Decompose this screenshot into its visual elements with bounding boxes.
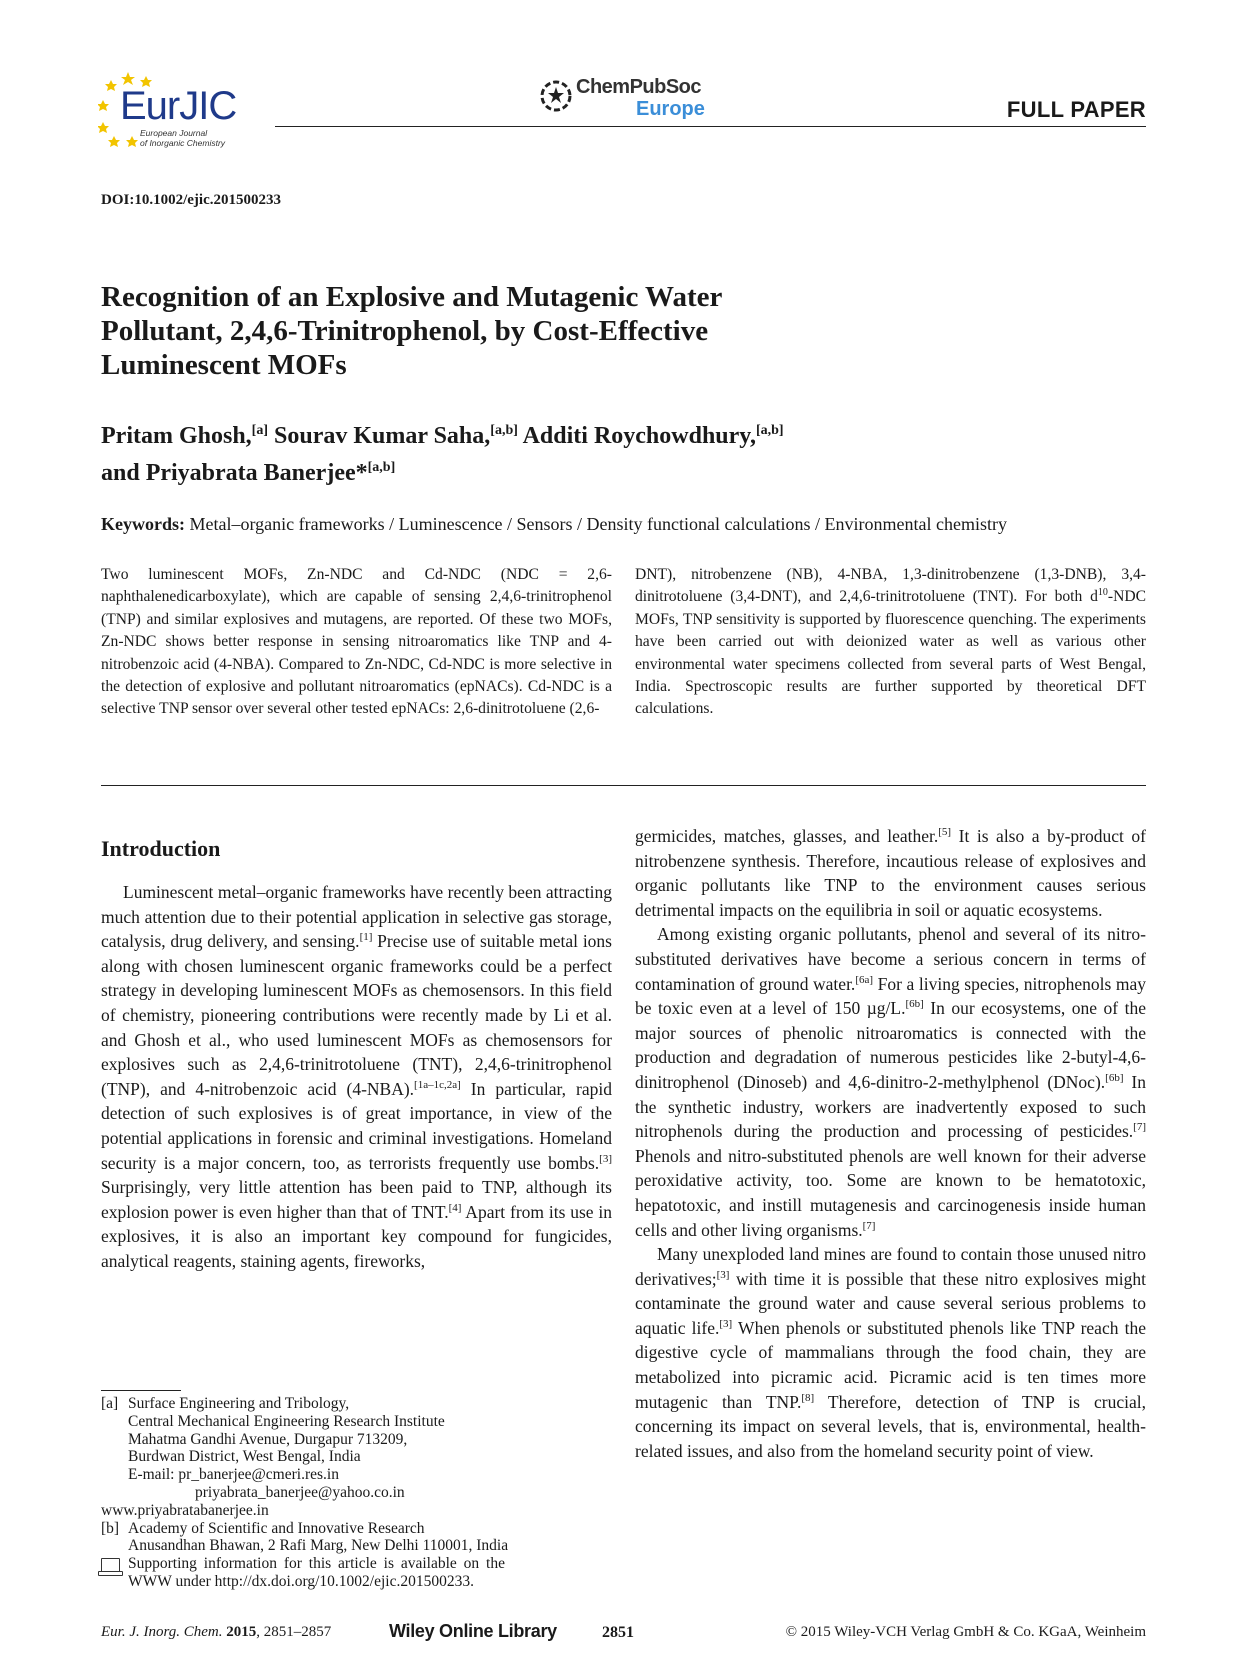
keywords-label: Keywords: [101, 514, 185, 534]
section-heading-introduction: Introduction [101, 836, 221, 861]
author-name: Sourav Kumar Saha, [274, 423, 491, 449]
footer-library: Wiley Online Library [389, 1621, 557, 1641]
chempubsoc-emblem-icon [540, 78, 572, 114]
intro-left-column [101, 880, 612, 1274]
keywords [101, 514, 1151, 535]
supporting-information: Supporting information for this article is available on the WWW under http://dx.doi.org/10.1002/ejic.201500233. [101, 1555, 612, 1591]
author-name: and Priyabrata Banerjee* [101, 460, 368, 486]
email[interactable]: priyabrata_banerjee@yahoo.co.in [195, 1483, 405, 1501]
footer-copyright: © 2015 Wiley-VCH Verlag GmbH & Co. KGaA, Weinheim [785, 1624, 1146, 1640]
publisher-logo-line1: ChemPubSoc [576, 76, 702, 98]
author-affiliation: [a,b] [755, 423, 784, 438]
header-rule [275, 126, 1146, 127]
abstract-rule [101, 785, 1146, 786]
computer-icon [101, 1558, 120, 1572]
paragraph: Many unexploded land mines are found to contain those unused nitro derivatives;[3] with time it is possible that these nitro explosives might contaminate the ground water and cause several serious problems to aquatic life.[3] When phenols or substituted phenols like TNP reach the digestive cycle of mammalians through the food chain, they are metabolized into picramic acid. Picramic acid is ten times more mutagenic than TNP.[8] Therefore, detection of TNP is crucial, concerning its impact on several levels, that is, environmental, health-related issues, and also from the homeland security point of view. [635, 1244, 1147, 1461]
website-link[interactable]: www.priyabratabanerjee.in [101, 1501, 269, 1519]
paragraph: Luminescent metal–organic frameworks have recently been attracting much attention due to their potential application in selective gas storage, catalysis, drug delivery, and sensing.[1] Precise use of suitable metal ions along with chosen luminescent organic frameworks could be a perfect strategy in developing luminescent MOFs as chemosensors. In this field of chemistry, pioneering contributions were recently made by Li et al. and Ghosh et al., who used luminescent MOFs as chemosensors for explosives such as 2,4,6-trinitrotoluene (TNT), 2,4,6-trinitrophenol (TNP), and 4-nitrobenzoic acid (4-NBA).[1a–1c,2a] In particular, rapid detection of such explosives is of great importance, in view of the potential applications in forensic and criminal investigations. Homeland security is a major concern, too, as terrorists frequently use bombs.[3] Surprisingly, very little attention has been paid to TNP, although its explosion power is even higher than that of TNT.[4] Apart from its use in explosives, it is also an important key compound for fungicides, analytical reagents, staining agents, fireworks, [101, 882, 612, 1271]
chempubsoc-logo [540, 76, 710, 120]
author-affiliation: [a,b] [367, 460, 396, 475]
affiliation-b: [b] Academy of Scientific and Innovative Research Anusandhan Bhawan, 2 Rafi Marg, New Delhi 110001, India [101, 1519, 509, 1555]
journal-logo-subtitle: European Journal of Inorganic Chemistry [140, 128, 226, 148]
doi: DOI:10.1002/ejic.201500233 [101, 192, 281, 208]
supporting-info-link[interactable]: WWW under http://dx.doi.org/10.1002/ejic.201500233. [128, 1572, 474, 1590]
abstract-left: Two luminescent MOFs, Zn-NDC and Cd-NDC (NDC = 2,6-naphthalenedicarboxylate), which are capable of sensing 2,4,6-trinitrophenol (TNP) and similar explosives and mutagens, are reported. Of these two MOFs, Zn-NDC shows better response in sensing nitroaromatics like TNP and 4-nitrobenzoic acid (4-NBA). Compared to Zn-NDC, Cd-NDC is more selective in the detection of explosive and pollutant nitroaromatics (epNACs). Cd-NDC is a selective TNP sensor over several other tested epNACs: 2,6-dinitrotoluene (2,6- [101, 566, 612, 718]
intro-right-column [635, 824, 1146, 1463]
affiliations [101, 1395, 612, 1591]
publisher-logo-line2: Europe [636, 98, 705, 120]
article-title: Recognition of an Explosive and Mutagenic Water Pollutant, 2,4,6-Trinitrophenol, by Cost-Effective Luminescent MOFs [101, 281, 722, 381]
abstract-right: DNT), nitrobenzene (NB), 4-NBA, 1,3-dinitrobenzene (1,3-DNB), 3,4-dinitrotoluene (3,4-DNT), and 2,4,6-trinitrotoluene (TNT). For both $d^{10}$-NDC MOFs, TNP sensitivity is supported by fluorescence quenching. The experiments have been carried out with deionized water as well as various other environmental water specimens collected from several parts of West Bengal, India. Spectroscopic results are further supported by theoretical DFT calculations. [635, 566, 1146, 718]
affiliation-a: [a] Surface Engineering and Tribology, Central Mechanical Engineering Research Institute Mahatma Gandhi Avenue, Durgapur 713209, Burdwan District, West Bengal, India E-mail: pr_banerjee@cmeri.res.in priyabrata_banerjee@yahoo.co.in [101, 1395, 445, 1501]
author-affiliation: [a,b] [490, 423, 518, 438]
author-name: Additi Roychowdhury, [522, 423, 756, 449]
author-affiliation: [a] [251, 423, 268, 438]
email[interactable]: E-mail: pr_banerjee@cmeri.res.in [128, 1466, 339, 1484]
page-number: 2851 [602, 1624, 634, 1641]
author-name: Pritam Ghosh, [101, 423, 252, 449]
journal-logo-text: EurJIC [120, 84, 237, 128]
keywords-text: Metal–organic frameworks / Luminescence / Sensors / Density functional calculations / Environmental chemistry [189, 514, 1007, 534]
footer-citation: Eur. J. Inorg. Chem. 2015, 2851–2857 [101, 1624, 332, 1640]
paragraph: Among existing organic pollutants, phenol and several of its nitro-substituted derivatives have become a serious concern in terms of contamination of ground water.[6a] For a living species, nitrophenols may be toxic even at a level of 150 µg/L.[6b] In our ecosystems, one of the major sources of phenolic nitroaromatics is connected with the production and degradation of numerous pesticides like 2-butyl-4,6-dinitrophenol (Dinoseb) and 4,6-dinitro-2-methylphenol (DNoc).[6b] In the synthetic industry, workers are inadvertently exposed to such nitrophenols during the production and processing of pesticides.[7] Phenols and nitro-substituted phenols are well known for their adverse peroxidative activity, too. Some are known to be hematotoxic, hepatotoxic, and instill mutagenesis and carcinogenesis inside human cells and other living organisms.[7] [635, 924, 1147, 1240]
eurjic-logo [98, 70, 268, 150]
article-type: FULL PAPER [1006, 97, 1146, 122]
footnote-rule [101, 1390, 181, 1391]
paragraph: germicides, matches, glasses, and leather.[5] It is also a by-product of nitrobenzene synthesis. Therefore, incautious release of explosives and organic pollutants like TNP to the environment causes serious detrimental impacts on the equilibria in soil or aquatic ecosystems. [635, 826, 1146, 920]
author-list [101, 415, 1001, 489]
